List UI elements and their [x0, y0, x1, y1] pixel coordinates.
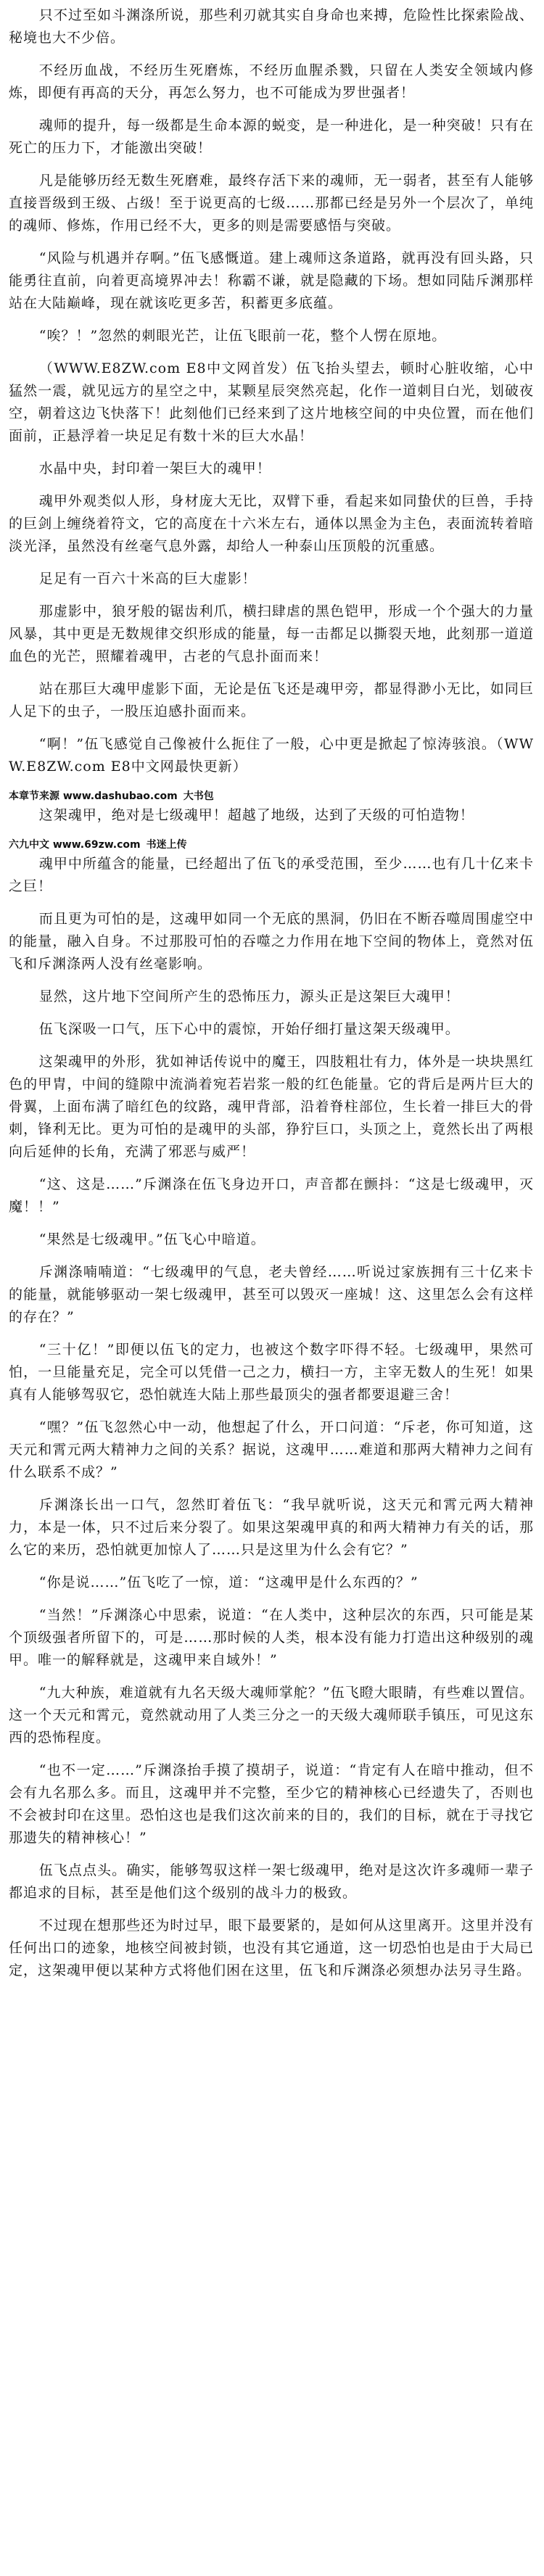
paragraph: “三十亿！”即便以伍飞的定力，也被这个数字吓得不轻。七级魂甲，果然可怕，一旦能量充足，完全可以凭借一己之力，横扫一方，主宰无数人的生死！如果真有人能够驾驭它，恐怕就连大陆上那些最顶尖的强者都要退避三舍！ — [9, 1342, 534, 1403]
paragraph: “也不一定……”斥渊涤抬手摸了摸胡子，说道：“肯定有人在暗中推动，但不会有九名那么多。而且，这魂甲并不完整，至少它的精神核心已经遗失了，否则也不会被封印在这里。恐怕这也是我们这次前来的目的，我们的目标，就在于寻找它那遗失的精神核心！” — [9, 1762, 534, 1846]
source-watermark-ad: 大书包 — [183, 790, 214, 802]
paragraph: 显然，这片地下空间所产生的恐怖压力，源头正是这架巨大魂甲！ — [38, 988, 460, 1004]
site-watermark-site: 六九中文 www.69zw.com — [9, 839, 141, 851]
site-watermark — [9, 837, 534, 853]
paragraph: 不经历血战，不经历生死磨炼，不经历血腥杀戮，只留在人类安全领域内修炼，即便有再高的天分，再怎么努力，也不可能成为罗世强者！ — [9, 62, 534, 101]
paragraph: 这架魂甲，绝对是七级魂甲！超越了地级，达到了天级的可怕造物！ — [38, 807, 474, 823]
paragraph: 这架魂甲的外形，犹如神话传说中的魔王，四肢粗壮有力，体外是一块块黑红色的甲胄，中间的缝隙中流淌着宛若岩浆一般的红色能量。它的背后是两片巨大的骨翼，上面布满了暗红色的纹路，魂甲背部，沿着脊柱部位，生长着一排巨大的骨刺，锋利无比。更为可怕的是魂甲的头部，狰狞巨口，头顶之上，竟然长出了两根向后延伸的长角，充满了邪恶与威严！ — [9, 1054, 534, 1160]
paragraph: 魂甲中所蕴含的能量，已经超出了伍飞的承受范围，至少……也有几十亿来卡之巨！ — [9, 856, 534, 894]
paragraph: 不过现在想那些还为时过早，眼下最要紧的，是如何从这里离开。这里并没有任何出口的迹象，地核空间被封锁，也没有其它通道，这一切恐怕也是由于大局已定，这架魂甲便以某种方式将他们困在这里，伍飞和斥渊涤必须想办法另寻生路。 — [9, 1917, 534, 1978]
paragraph: “啊！”伍飞感觉自己像被什么扼住了一般，心中更是掀起了惊涛骇浪。（WWW.E8ZW.com E8中文网最快更新） — [9, 736, 534, 775]
paragraph: “这、这是……”斥渊涤在伍飞身边开口，声音都在颤抖：“这是七级魂甲，灭魔！！” — [9, 1176, 534, 1215]
paragraph: 魂甲外观类似人形，身材庞大无比，双臂下垂，看起来如同蛰伏的巨兽，手持的巨剑上缠绕着符文，它的高度在十六米左右，通体以黑金为主色，表面流转着暗淡光泽，虽然没有丝毫气息外露，却给人一种泰山压顶般的沉重感。 — [9, 493, 534, 554]
paragraph: “风险与机遇并存啊。”伍飞感慨道。建上魂师这条道路，就再没有回头路，只能勇往直前，向着更高境界冲去！称霸不谦，就是隐藏的下场。想如同陆斥渊那样站在大陆巅峰，现在就该吃更多苦，积蓄更多底蕴。 — [9, 250, 534, 311]
paragraph: “嘿？”伍飞忽然心中一动，他想起了什么，开口问道：“斥老，你可知道，这天元和霄元两大精神力之间的关系？据说，这魂甲……难道和那两大精神力之间有什么联系不成？” — [9, 1419, 534, 1480]
paragraph: 斥渊涤长出一口气，忽然盯着伍飞：“我早就听说，这天元和霄元两大精神力，本是一体，只不过后来分裂了。如果这架魂甲真的和两大精神力有关的话，那么它的来历，恐怕就更加惊人了……只是这里为什么会有它？” — [9, 1497, 534, 1558]
paragraph: “唉？！”忽然的刺眼光芒，让伍飞眼前一花，整个人愣在原地。 — [38, 328, 447, 344]
paragraph: 斥渊涤喃喃道：“七级魂甲的气息，老夫曾经……听说过家族拥有三十亿来卡的能量，就能够驱动一架七级魂甲，甚至可以毁灭一座城！这、这里怎么会有这样的存在？” — [9, 1264, 534, 1325]
paragraph: “九大种族，难道就有九名天级大魂师掌舵？”伍飞瞪大眼睛，有些难以置信。这一个天元和霄元，竟然就动用了人类三分之一的天级大魂师联手镇压，可见这东西的恐怖程度。 — [9, 1685, 534, 1746]
paragraph: 那虚影中，狼牙般的锯齿利爪，横扫肆虐的黑色铠甲，形成一个个强大的力量风暴，其中更是无数规律交织形成的能量，每一击都足以撕裂天地，此刻那一道道血色的光芒，照耀着魂甲，古老的气息扑面而来！ — [9, 603, 534, 664]
paragraph: 伍飞点点头。确实，能够驾驭这样一架七级魂甲，绝对是这次许多魂师一辈子都追求的目标，甚至是他们这个级别的战斗力的极致。 — [9, 1862, 534, 1901]
paragraph: 伍飞深吸一口气，压下心中的震惊，开始仔细打量这架天级魂甲。 — [38, 1021, 460, 1037]
paragraph: “当然！”斥渊涤心中思索，说道：“在人类中，这种层次的东西，只可能是某个顶级强者所留下的，可是……那时候的人类，根本没有能力打造出这种级别的魂甲。唯一的解释就是，这魂甲来自域外！” — [9, 1607, 534, 1668]
paragraph: 水晶中央，封印着一架巨大的魂甲！ — [38, 461, 271, 476]
paragraph: 而且更为可怕的是，这魂甲如同一个无底的黑洞，仍旧在不断吞噬周围虚空中的能量，融入自身。不过那股可怕的吞噬之力作用在地下空间的物体上，竟然对伍飞和斥渊涤两人没有丝毫影响。 — [9, 911, 534, 972]
paragraph: （WWW.E8ZW.com E8中文网首发）伍飞抬头望去，顿时心脏收缩，心中猛然一震，就见远方的星空之中，某颗星辰突然亮起，化作一道刺目白光，划破夜空，朝着这边飞快落下！此刻他们已经来到了这片地核空间的中央位置，而在他们面前，正悬浮着一块足足有数十米的巨大水晶！ — [9, 360, 534, 444]
paragraph: 魂师的提升，每一级都是生命本源的蜕变，是一种进化，是一种突破！只有在死亡的压力下，才能激出突破！ — [9, 117, 534, 156]
source-watermark — [9, 788, 534, 804]
source-watermark-site: 本章节来源 www.dashubao.com — [9, 790, 178, 802]
paragraph: 站在那巨大魂甲虚影下面，无论是伍飞还是魂甲旁，都显得渺小无比，如同巨人足下的虫子，一股压迫感扑面而来。 — [9, 681, 534, 719]
paragraph: “果然是七级魂甲。”伍飞心中暗道。 — [38, 1231, 265, 1247]
site-watermark-ad: 书迷上传 — [146, 839, 187, 851]
paragraph: “你是说……”伍飞吃了一惊，道：“这魂甲是什么东西的？” — [38, 1574, 419, 1590]
paragraph: 凡是能够历经无数生死磨难，最终存活下来的魂师，无一弱者，甚至有人能够直接晋级到王级、占级！至于说更高的七级……那都已经是另外一个层次了，单纯的魂师、修炼，作用已经不大，更多的则是需要感悟与突破。 — [9, 173, 534, 234]
paragraph: 足足有一百六十米高的巨大虚影！ — [38, 571, 257, 587]
paragraph: 只不过至如斗渊涤所说，那些利刃就其实自身命也来搏，危险性比探索险战、秘境也大不少倍。 — [9, 7, 534, 46]
